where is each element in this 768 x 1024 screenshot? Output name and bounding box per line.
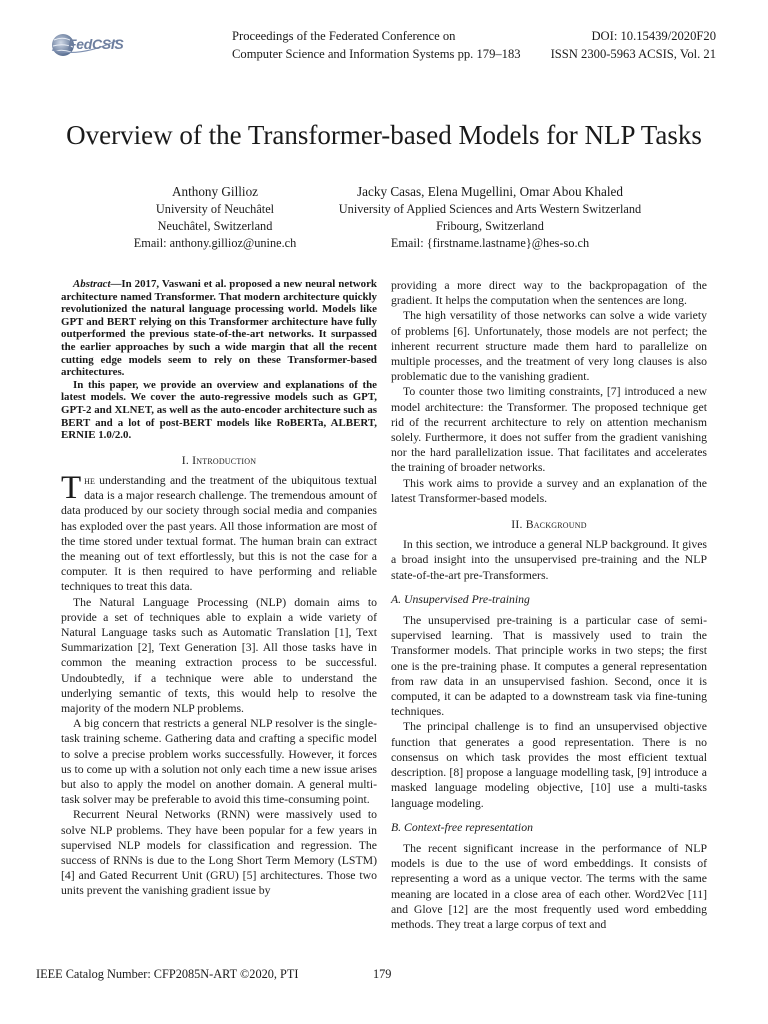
section-heading-introduction: I. Introduction: [181, 453, 257, 467]
context-free-paragraph-1: The recent significant increase in the performance of NLP models is due to the use of word embeddings. It consists of representing a word as a unique vector. The terms with the same meaning are located in a close area of each other. Word2Vec [11] and Glove [12] are the most frequently used word embedding methods. They treat a large corpus of text and: [391, 841, 707, 931]
author-location: Neuchâtel, Switzerland: [157, 219, 273, 233]
author-block-2: [320, 182, 660, 252]
subsection-heading-context-free: B. Context-free representation: [391, 820, 533, 834]
header-line-2: Computer Science and Information Systems pp. 179–183: [232, 47, 521, 61]
intro-paragraph-3: A big concern that restricts a general NLP resolver is the single-task training scheme. Gathering data and crafting a specific model to solve a precise problem works successfully. However, it forces us to come up with a solution not only each time a new issue arises but also to apply the model on another domain. A general multi-task solver may be preferable to avoid this time-consuming point.: [61, 717, 377, 807]
author-name: Anthony Gillioz: [171, 184, 259, 199]
left-column: [61, 278, 377, 899]
abstract-paragraph: [61, 278, 377, 379]
intro-paragraph-4: Recurrent Neural Networks (RNN) were massively used to solve NLP problems. They have been popular for a few years in supervised NLP models for classification and regression. The success of RNNs is due to the Long Short Term Memory (LSTM) [4] and Gated Recurrent Unit (GRU) [5] architectures. Those two units prevent the vanishing gradient issue by: [61, 808, 377, 898]
intro-paragraph-1-text: understanding and the treatment of the ubiquitous textual data is a major research challenge. The tremendous amount of data produced by our society through social media and companies has exploded over the past years. All those information are most of the time stored under textual format. The human brain can extract the meaning out of text effortlessly, but this is not the case for a computer. It is then required to have performing and reliable techniques to treat this data.: [61, 473, 377, 594]
background-paragraph-1: In this section, we introduce a general NLP background. It gives a broad insight into the unsupervised pre-training and the NLP state-of-the-art pre-Transformers.: [391, 538, 707, 582]
footer-catalog: IEEE Catalog Number: CFP2085N-ART ©2020, PTI: [36, 967, 299, 981]
header-identifiers: [551, 27, 716, 63]
intro-paragraph-5: providing a more direct way to the backpropagation of the gradient. It helps the computation when the sentences are long.: [391, 279, 707, 308]
author-affiliation: University of Neuchâtel: [155, 202, 275, 216]
intro-paragraph-7: To counter those two limiting constraints, [7] introduced a new model architecture: the Transformer. The proposed technique get rid of the recurrent architecture to rely on attention mechanism solely. Furthermore, it does not suffer from the gradient vanishing nor the hard parallelization issue. That facilitates and accelerates the training of broader networks.: [391, 385, 707, 475]
intro-paragraph-2: The Natural Language Processing (NLP) domain aims to provide a set of techniques able to explain a wide variety of Natural Language tasks such as Automatic Translation [1], Text Summarization [2], Text Generation [3]. All those tasks have in common the meaning extraction process to be successful. Undoubtedly, if a technique were able to understand the underlying semantic of texts, this would help to resolve the majority of the modern NLP problems.: [61, 595, 377, 715]
header-doi: DOI: 10.15439/2020F20: [591, 29, 716, 43]
abstract-label: Abstract: [73, 278, 111, 290]
author-block-1: [100, 182, 330, 252]
author-name: Jacky Casas, Elena Mugellini, Omar Abou Khaled: [357, 184, 623, 199]
section-heading-background: II. Background: [511, 518, 587, 532]
author-email: Email: {firstname.lastname}@hes-so.ch: [390, 236, 590, 250]
header-issn: ISSN 2300-5963 ACSIS, Vol. 21: [550, 47, 716, 61]
logo-text: FedCSIS: [68, 36, 124, 52]
right-column: [391, 278, 707, 932]
page-number: 179: [373, 967, 392, 981]
header-line-1: Proceedings of the Federated Conference on: [232, 29, 456, 43]
subsection-heading-unsupervised: A. Unsupervised Pre-training: [391, 592, 530, 606]
author-location: Fribourg, Switzerland: [436, 219, 544, 233]
fedcsis-logo: [50, 28, 124, 62]
intro-first-word: he: [84, 473, 95, 487]
unsupervised-paragraph-2: The principal challenge is to find an unsupervised objective function that generates a good representation. There is no consensus on which task provides the most efficient textual description. [8] propose a language modelling task, [9] introduce a masked language modeling objective, [10] use a multi-tasks language modeling.: [391, 720, 707, 810]
header-proceedings: [232, 27, 521, 63]
intro-paragraph-1: [61, 469, 377, 595]
drop-cap: T: [61, 469, 82, 506]
intro-paragraph-8: This work aims to provide a survey and an explanation of the latest Transformer-based models.: [391, 476, 707, 505]
paper-title: Overview of the Transformer-based Models for NLP Tasks: [66, 120, 702, 151]
author-affiliation: University of Applied Sciences and Arts Western Switzerland: [338, 202, 642, 216]
abstract-text-2: In this paper, we provide an overview and explanations of the latest models. We cover the auto-regressive models such as GPT, GPT-2 and XLNET, as well as the auto-encoder architecture such as BERT and a lot of post-BERT models like RoBERTa, ALBERT, ERNIE 1.0/2.0.: [61, 378, 377, 442]
author-email: Email: anthony.gillioz@unine.ch: [133, 236, 297, 250]
intro-paragraph-6: The high versatility of those networks can solve a wide variety of problems [6]. Unfortunately, those models are not perfect; the inherent recurrent structure made them hard to parallelize on multiple processes, and the treatment of very long clauses is also problematic due to the vanishing gradient.: [391, 309, 707, 384]
unsupervised-paragraph-1: The unsupervised pre-training is a particular case of semi-supervised learning. That is massively used to train the Transformer models. That principle works in two steps; the first one is the pre-training phase. It computes a general representation from raw data in an unsupervised fashion. Second, once it is computed, it can be adapted to a downstream task via fine-tuning techniques.: [391, 614, 707, 719]
abstract-text-1: —In 2017, Vaswani et al. proposed a new neural network architecture named Transformer. That modern architecture quickly revolutionized the natural language processing world. Models like GPT and BERT relying on this Transformer architecture have fully outperformed the previous state-of-the-art networks. It surpassed the earlier approaches by such a wide margin that all the recent cutting edge models seem to rely on these Transformer-based architectures.: [61, 278, 377, 379]
